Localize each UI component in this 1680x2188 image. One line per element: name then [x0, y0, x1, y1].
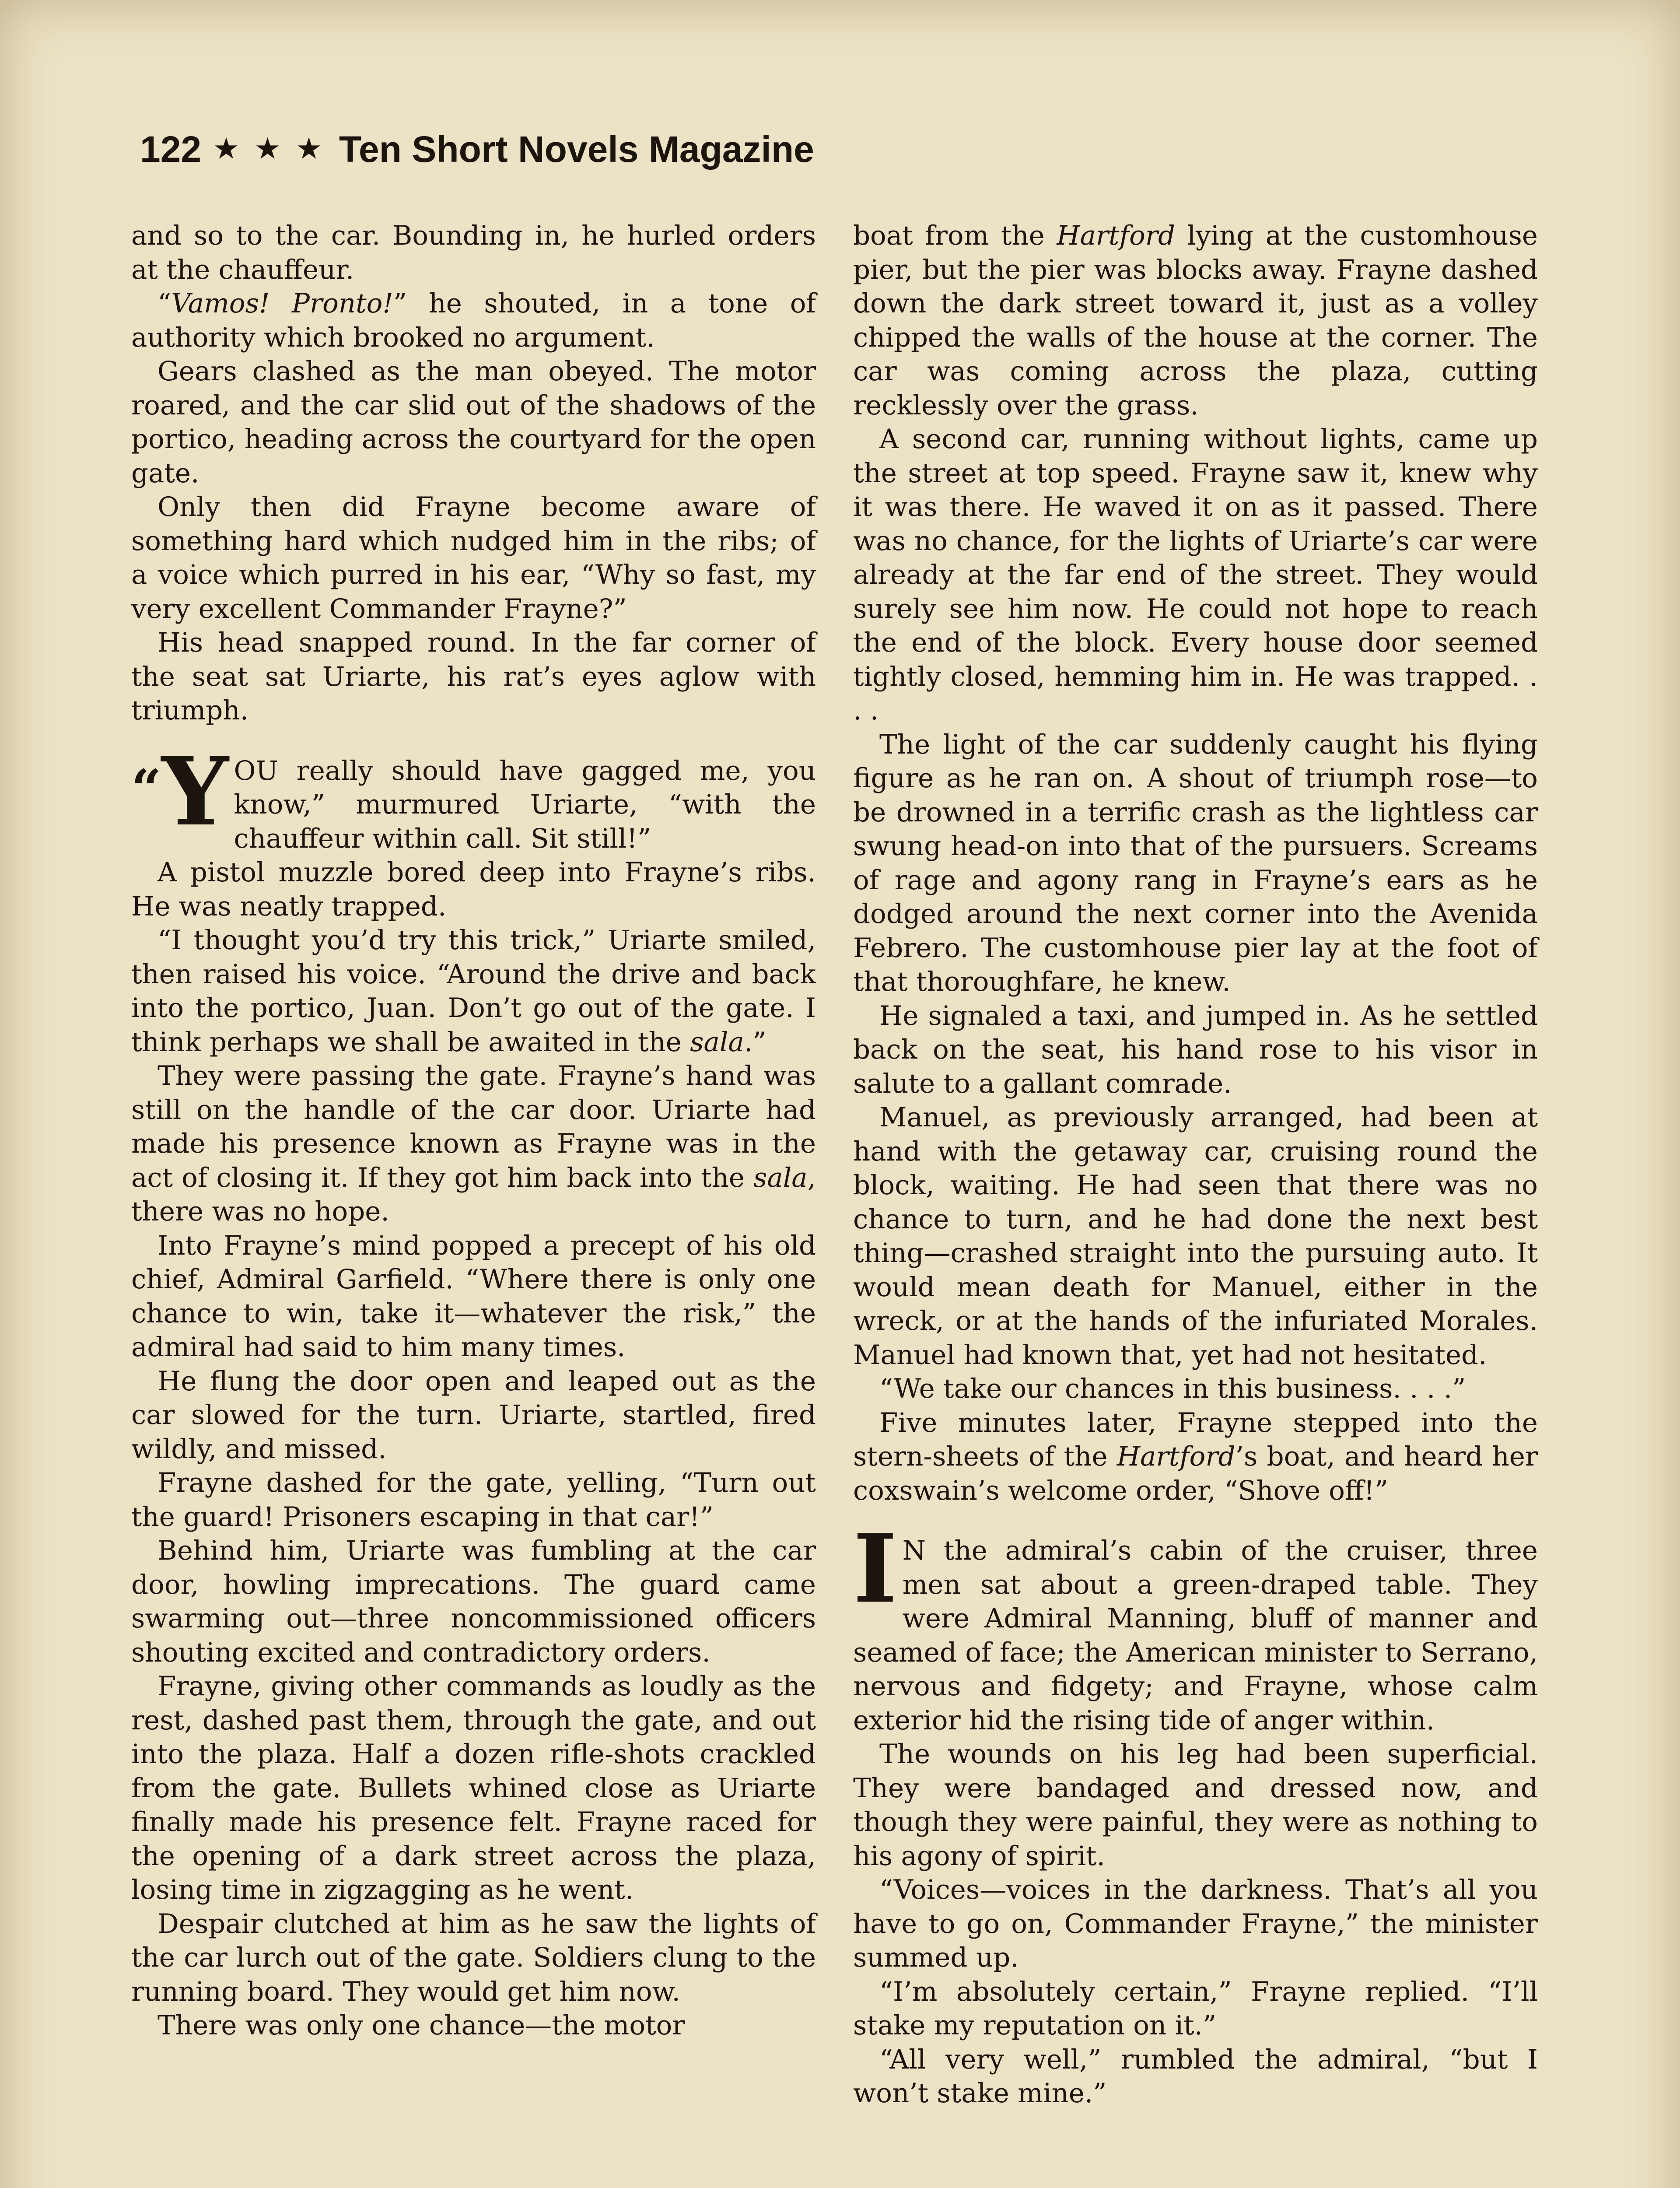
- page-header: [140, 127, 814, 171]
- paragraph: He flung the door open and leaped out as the car slowed for the turn. Uriarte, startled, fired wildly, and missed.: [131, 1365, 816, 1465]
- section-drop-cap: “Y OU really should have gagged me, you know,” murmured Uriarte, “with the chauffeur within call. Sit still!”: [131, 736, 816, 854]
- paragraph: They were passing the gate. Frayne’s hand was still on the handle of the car door. Uriarte had made his presence known as Frayne was in the act of closing it. If they got him back into the sala, there was no hope.: [131, 1060, 816, 1227]
- paragraph: Despair clutched at him as he saw the lights of the car lurch out of the gate. Soldiers clung to the running board. They would get him now.: [131, 1908, 816, 2007]
- paragraph: Frayne, giving other commands as loudly as the rest, dashed past them, through the gate, and out into the plaza. Half a dozen rifle-shots crackled from the gate. Bullets whined close as Uriarte finally made his presence felt. Frayne raced for the opening of a dark street across the plaza, losing time in zigzagging as he went.: [131, 1671, 816, 1905]
- paragraph: “Vamos! Pronto!” he shouted, in a tone of authority which brooked no argument.: [131, 288, 816, 353]
- magazine-title: Ten Short Novels Magazine: [339, 129, 814, 170]
- paragraph: Manuel, as previously arranged, had been at hand with the getaway car, cruising round the block, waiting. He had seen that there was no chance to turn, and he had done the next best thing—crashed straight into the pursuing auto. It would mean death for Manuel, either in the wreck, or at the hands of the infuriated Morales. Manuel had known that, yet had not hesitated.: [853, 1102, 1538, 1371]
- right-column: [853, 219, 1538, 2111]
- paragraph: “I thought you’d try this trick,” Uriarte smiled, then raised his voice. “Around the drive and back into the portico, Juan. Don’t go out of the gate. I think perhaps we shall be awaited in the sala.”: [131, 925, 816, 1058]
- paragraph: The wounds on his leg had been superficial. They were bandaged and dressed now, and though they were painful, they were as nothing to his agony of spirit.: [853, 1739, 1538, 1872]
- paragraph: “I’m absolutely certain,” Frayne replied. “I’ll stake my reputation on it.”: [853, 1976, 1538, 2041]
- paragraph: There was only one chance—the motor: [158, 2010, 685, 2041]
- paragraph: The light of the car suddenly caught his flying figure as he ran on. A shout of triumph rose—to be drowned in a terrific crash as the lightless car swung head-on into that of the pursuers. Screams of rage and agony rang in Frayne’s ears as he dodged around the next corner into the Avenida Febrero. The customhouse pier lay at the foot of that thoroughfare, he knew.: [853, 729, 1538, 997]
- section-opening-paragraph: [853, 1513, 1538, 1737]
- paragraph: Behind him, Uriarte was fumbling at the car door, howling imprecations. The guard came swarming out—three noncommissioned officers shouting excited and contradictory orders.: [131, 1535, 816, 1668]
- drop-cap-letter: “Y: [131, 736, 229, 847]
- paragraph: Five minutes later, Frayne stepped into the stern-sheets of the Hartford’s boat, and heard her coxswain’s welcome order, “Shove off!”: [853, 1407, 1538, 1506]
- paragraph: “All very well,” rumbled the admiral, “but I won’t stake mine.”: [853, 2044, 1538, 2109]
- paragraph: A second car, running without lights, came up the street at top speed. Frayne saw it, knew why it was there. He waved it on as it passed. There was no chance, for the lights of Uriarte’s car were already at the far end of the street. They would surely see him now. He could not hope to reach the end of the block. Every house door seemed tightly closed, hemming him in. He was trapped. . . .: [853, 424, 1538, 726]
- header-stars: ★ ★ ★: [214, 134, 326, 163]
- paragraph: His head snapped round. In the far corner of the seat sat Uriarte, his rat’s eyes aglow with triumph.: [131, 627, 816, 726]
- paragraph: Gears clashed as the man obeyed. The motor roared, and the car slid out of the shadows of the portico, heading across the courtyard for the open gate.: [131, 356, 816, 489]
- paragraph: boat from the Hartford lying at the customhouse pier, but the pier was blocks away. Frayne dashed down the dark street toward it, just as a volley chipped the walls of the house at the corner. The car was coming across the plaza, cutting recklessly over the grass.: [853, 220, 1538, 421]
- section-drop-cap: I N the admiral’s cabin of the cruiser, three men sat about a green-draped table. They were Admiral Manning, bluff of manner and seamed of face; the American minister to Serrano, nervous and fidgety; and Frayne, whose calm exterior hid the rising tide of anger within.: [853, 1513, 1538, 1736]
- paragraph: He signaled a taxi, and jumped in. As he settled back on the seat, his hand rose to his visor in salute to a gallant comrade.: [853, 1000, 1538, 1099]
- paragraph: Only then did Frayne become aware of something hard which nudged him in the ribs; of a voice which purred in his ear, “Why so fast, my very excellent Commander Frayne?”: [131, 491, 816, 624]
- paragraph: “Voices—voices in the darkness. That’s all you have to go on, Commander Frayne,” the minister summed up.: [853, 1874, 1538, 1973]
- section-opening-paragraph: [131, 736, 816, 856]
- left-column: [131, 219, 816, 2043]
- drop-cap-letter: I: [853, 1513, 897, 1624]
- paragraph: Frayne dashed for the gate, yelling, “Turn out the guard! Prisoners escaping in that car!”: [131, 1467, 816, 1532]
- page-number: 122: [140, 129, 202, 170]
- paragraph: “We take our chances in this business. . . .”: [879, 1373, 1466, 1404]
- paragraph: and so to the car. Bounding in, he hurled orders at the chauffeur.: [131, 220, 816, 285]
- paragraph: A pistol muzzle bored deep into Frayne’s ribs. He was neatly trapped.: [131, 857, 816, 922]
- paragraph: Into Frayne’s mind popped a precept of his old chief, Admiral Garfield. “Where there is only one chance to win, take it—whatever the risk,” the admiral had said to him many times.: [131, 1230, 816, 1363]
